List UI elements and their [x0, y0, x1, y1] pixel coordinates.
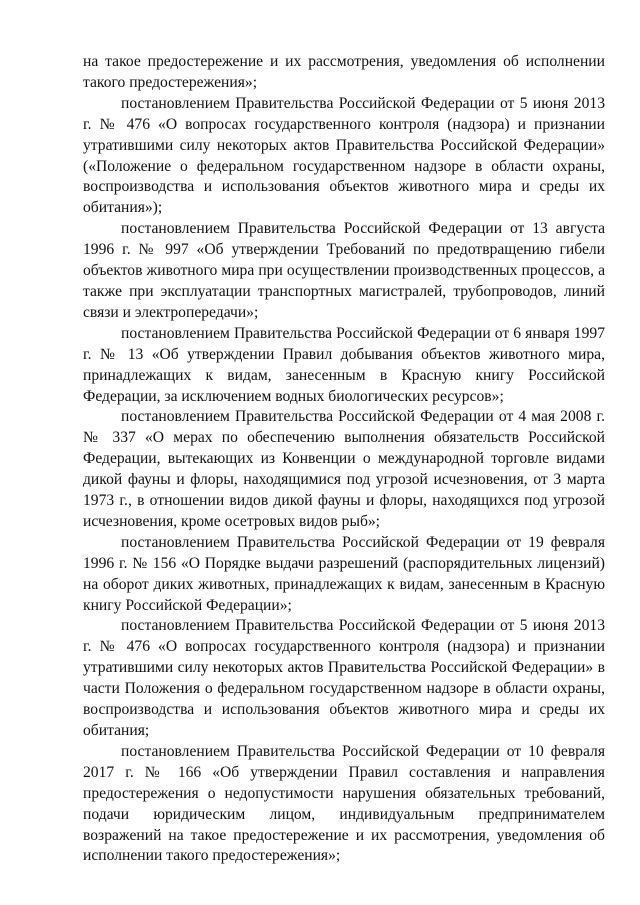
paragraph-decree-997: постановлением Правительства Российской Федерации от 13 августа 1996 г. № 997 «Об утверждении Требований по предотвращению гибели объектов животного мира при осуществлении производственных процессов, а также при эксплуатации транспортных магистралей, трубопроводов, линий связи и электропередачи»;: [83, 220, 605, 321]
paragraph-decree-476-first: постановлением Правительства Российской Федерации от 5 июня 2013 г. № 476 «О вопросах государственного контроля (надзора) и признании утратившими силу некоторых актов Правительства Российской Федерации» («Положение о федеральном государственном надзоре в области охраны, воспроизводства и использования объектов животного мира и среды их обитания»);: [83, 94, 605, 217]
paragraph-decree-13: постановлением Правительства Российской Федерации от 6 января 1997 г. № 13 «Об утверждении Правил добывания объектов животного мира, принадлежащих к видам, занесенным в Красную книгу Российской Федерации, за исключением водных биологических ресурсов»;: [83, 324, 605, 405]
paragraph-decree-156: постановлением Правительства Российской Федерации от 19 февраля 1996 г. № 156 «О Порядке выдачи разрешений (распорядительных лицензий) на оборот диких животных, принадлежащих к видам, занесенным в Красную книгу Российской Федерации»;: [83, 533, 605, 614]
paragraph-decree-166: постановлением Правительства Российской Федерации от 10 февраля 2017 г. № 166 «Об утверждении Правил составления и направления предостережения о недопустимости нарушения обязательных требований, подачи юридическим лицом, индивидуальным предпринимателем возражений на такое предостережение и их рассмотрения, уведомления об исполнении такого предостережения»;: [83, 742, 605, 865]
paragraph-continuation: на такое предостережение и их рассмотрения, уведомления об исполнении такого предостережения»;: [83, 53, 605, 91]
document-page: [83, 52, 605, 867]
paragraph-decree-337: постановлением Правительства Российской Федерации от 4 мая 2008 г. № 337 «О мерах по обеспечению выполнения обязательств Российской Федерации, вытекающих из Конвенции о международной торговле видами дикой фауны и флоры, находящимися под угрозой исчезновения, от 3 марта 1973 г., в отношении видов дикой фауны и флоры, находящихся под угрозой исчезновения, кроме осетровых видов рыб»;: [83, 408, 605, 530]
paragraph-decree-476-second: постановлением Правительства Российской Федерации от 5 июня 2013 г. № 476 «О вопросах государственного контроля (надзора) и признании утратившими силу некоторых актов Правительства Российской Федерации» в части Положения о федеральном государственном надзоре в области охраны, воспроизводства и использования объектов животного мира и среды их обитания;: [83, 617, 605, 739]
